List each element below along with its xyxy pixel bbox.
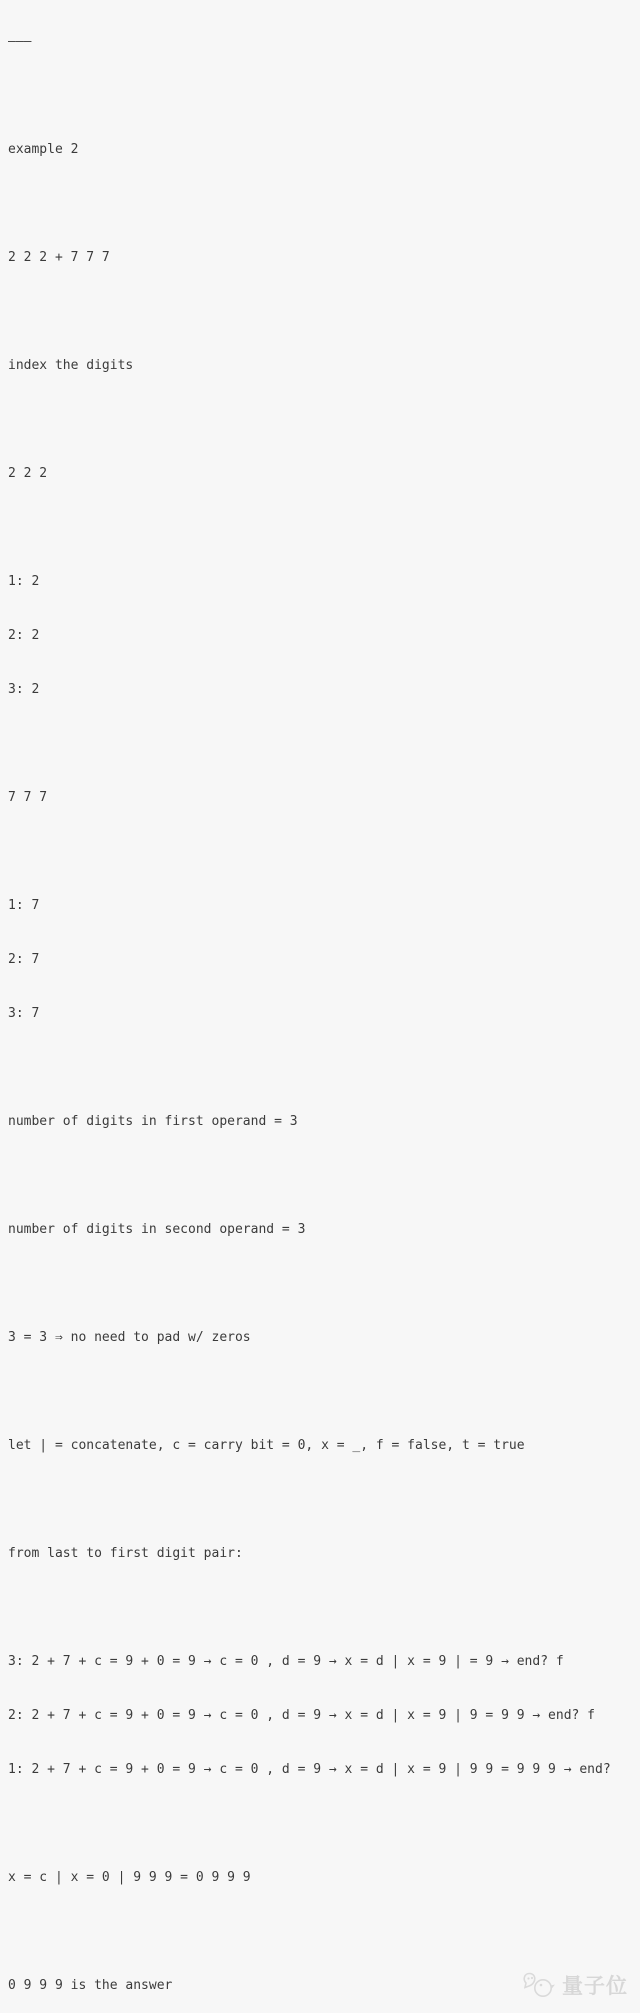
digit-pair-step-1: 1: 2 + 7 + c = 9 + 0 = 9 → c = 0 , d = 9 → x = d | x = 9 | 9 9 = 9 9 9 → end? xyxy=(8,1762,611,1777)
problem-statement: 2 2 2 + 7 7 7 xyxy=(8,250,110,265)
first-operand: 2 2 2 xyxy=(8,466,48,481)
first-operand-digit-3: 3: 2 xyxy=(8,682,40,697)
first-operand-digit-2: 2: 2 xyxy=(8,628,40,643)
first-operand-length: number of digits in first operand = 3 xyxy=(8,1114,298,1129)
example-heading: example 2 xyxy=(8,142,79,157)
qbitai-watermark xyxy=(521,1970,628,2000)
text-line xyxy=(8,303,611,321)
first-operand-digit-1: 1: 2 xyxy=(8,574,40,589)
digit-pair-step-2: 2: 2 + 7 + c = 9 + 0 = 9 → c = 0 , d = 9 → x = d | x = 9 | 9 = 9 9 → end? f xyxy=(8,1708,595,1723)
text-line xyxy=(8,195,611,213)
text-line xyxy=(8,87,611,105)
second-operand-digit-3: 3: 7 xyxy=(8,1006,40,1021)
loop-heading: from last to first digit pair: xyxy=(8,1546,243,1561)
final-carry-concat: x = c | x = 0 | 9 9 9 = 0 9 9 9 xyxy=(8,1870,251,1885)
text-line xyxy=(8,1923,611,1941)
second-operand: 7 7 7 xyxy=(8,790,48,805)
variable-definitions: let | = concatenate, c = carry bit = 0, x = _, f = false, t = true xyxy=(8,1438,525,1453)
text-line xyxy=(8,1167,611,1185)
second-operand-digit-1: 1: 7 xyxy=(8,898,40,913)
qbitai-brand-text: 量子位 xyxy=(562,1974,628,1998)
separator-line: ——— xyxy=(8,34,32,49)
second-operand-digit-2: 2: 7 xyxy=(8,952,40,967)
index-digits-heading: index the digits xyxy=(8,358,134,373)
text-line xyxy=(8,1275,611,1293)
final-answer: 0 9 9 9 is the answer xyxy=(8,1978,173,1993)
digit-pair-step-3: 3: 2 + 7 + c = 9 + 0 = 9 → c = 0 , d = 9 → x = d | x = 9 | = 9 → end? f xyxy=(8,1654,564,1669)
qbitai-mascot-icon xyxy=(521,1970,557,2000)
algorithmic-addition-walkthrough xyxy=(8,0,611,2013)
text-line xyxy=(8,519,611,537)
text-line xyxy=(8,1059,611,1077)
text-line xyxy=(8,843,611,861)
text-line xyxy=(8,1599,611,1617)
second-operand-length: number of digits in second operand = 3 xyxy=(8,1222,306,1237)
text-line xyxy=(8,1815,611,1833)
padding-check: 3 = 3 ⇒ no need to pad w/ zeros xyxy=(8,1330,251,1345)
text-line xyxy=(8,1491,611,1509)
text-line xyxy=(8,735,611,753)
text-line xyxy=(8,411,611,429)
text-line xyxy=(8,1383,611,1401)
